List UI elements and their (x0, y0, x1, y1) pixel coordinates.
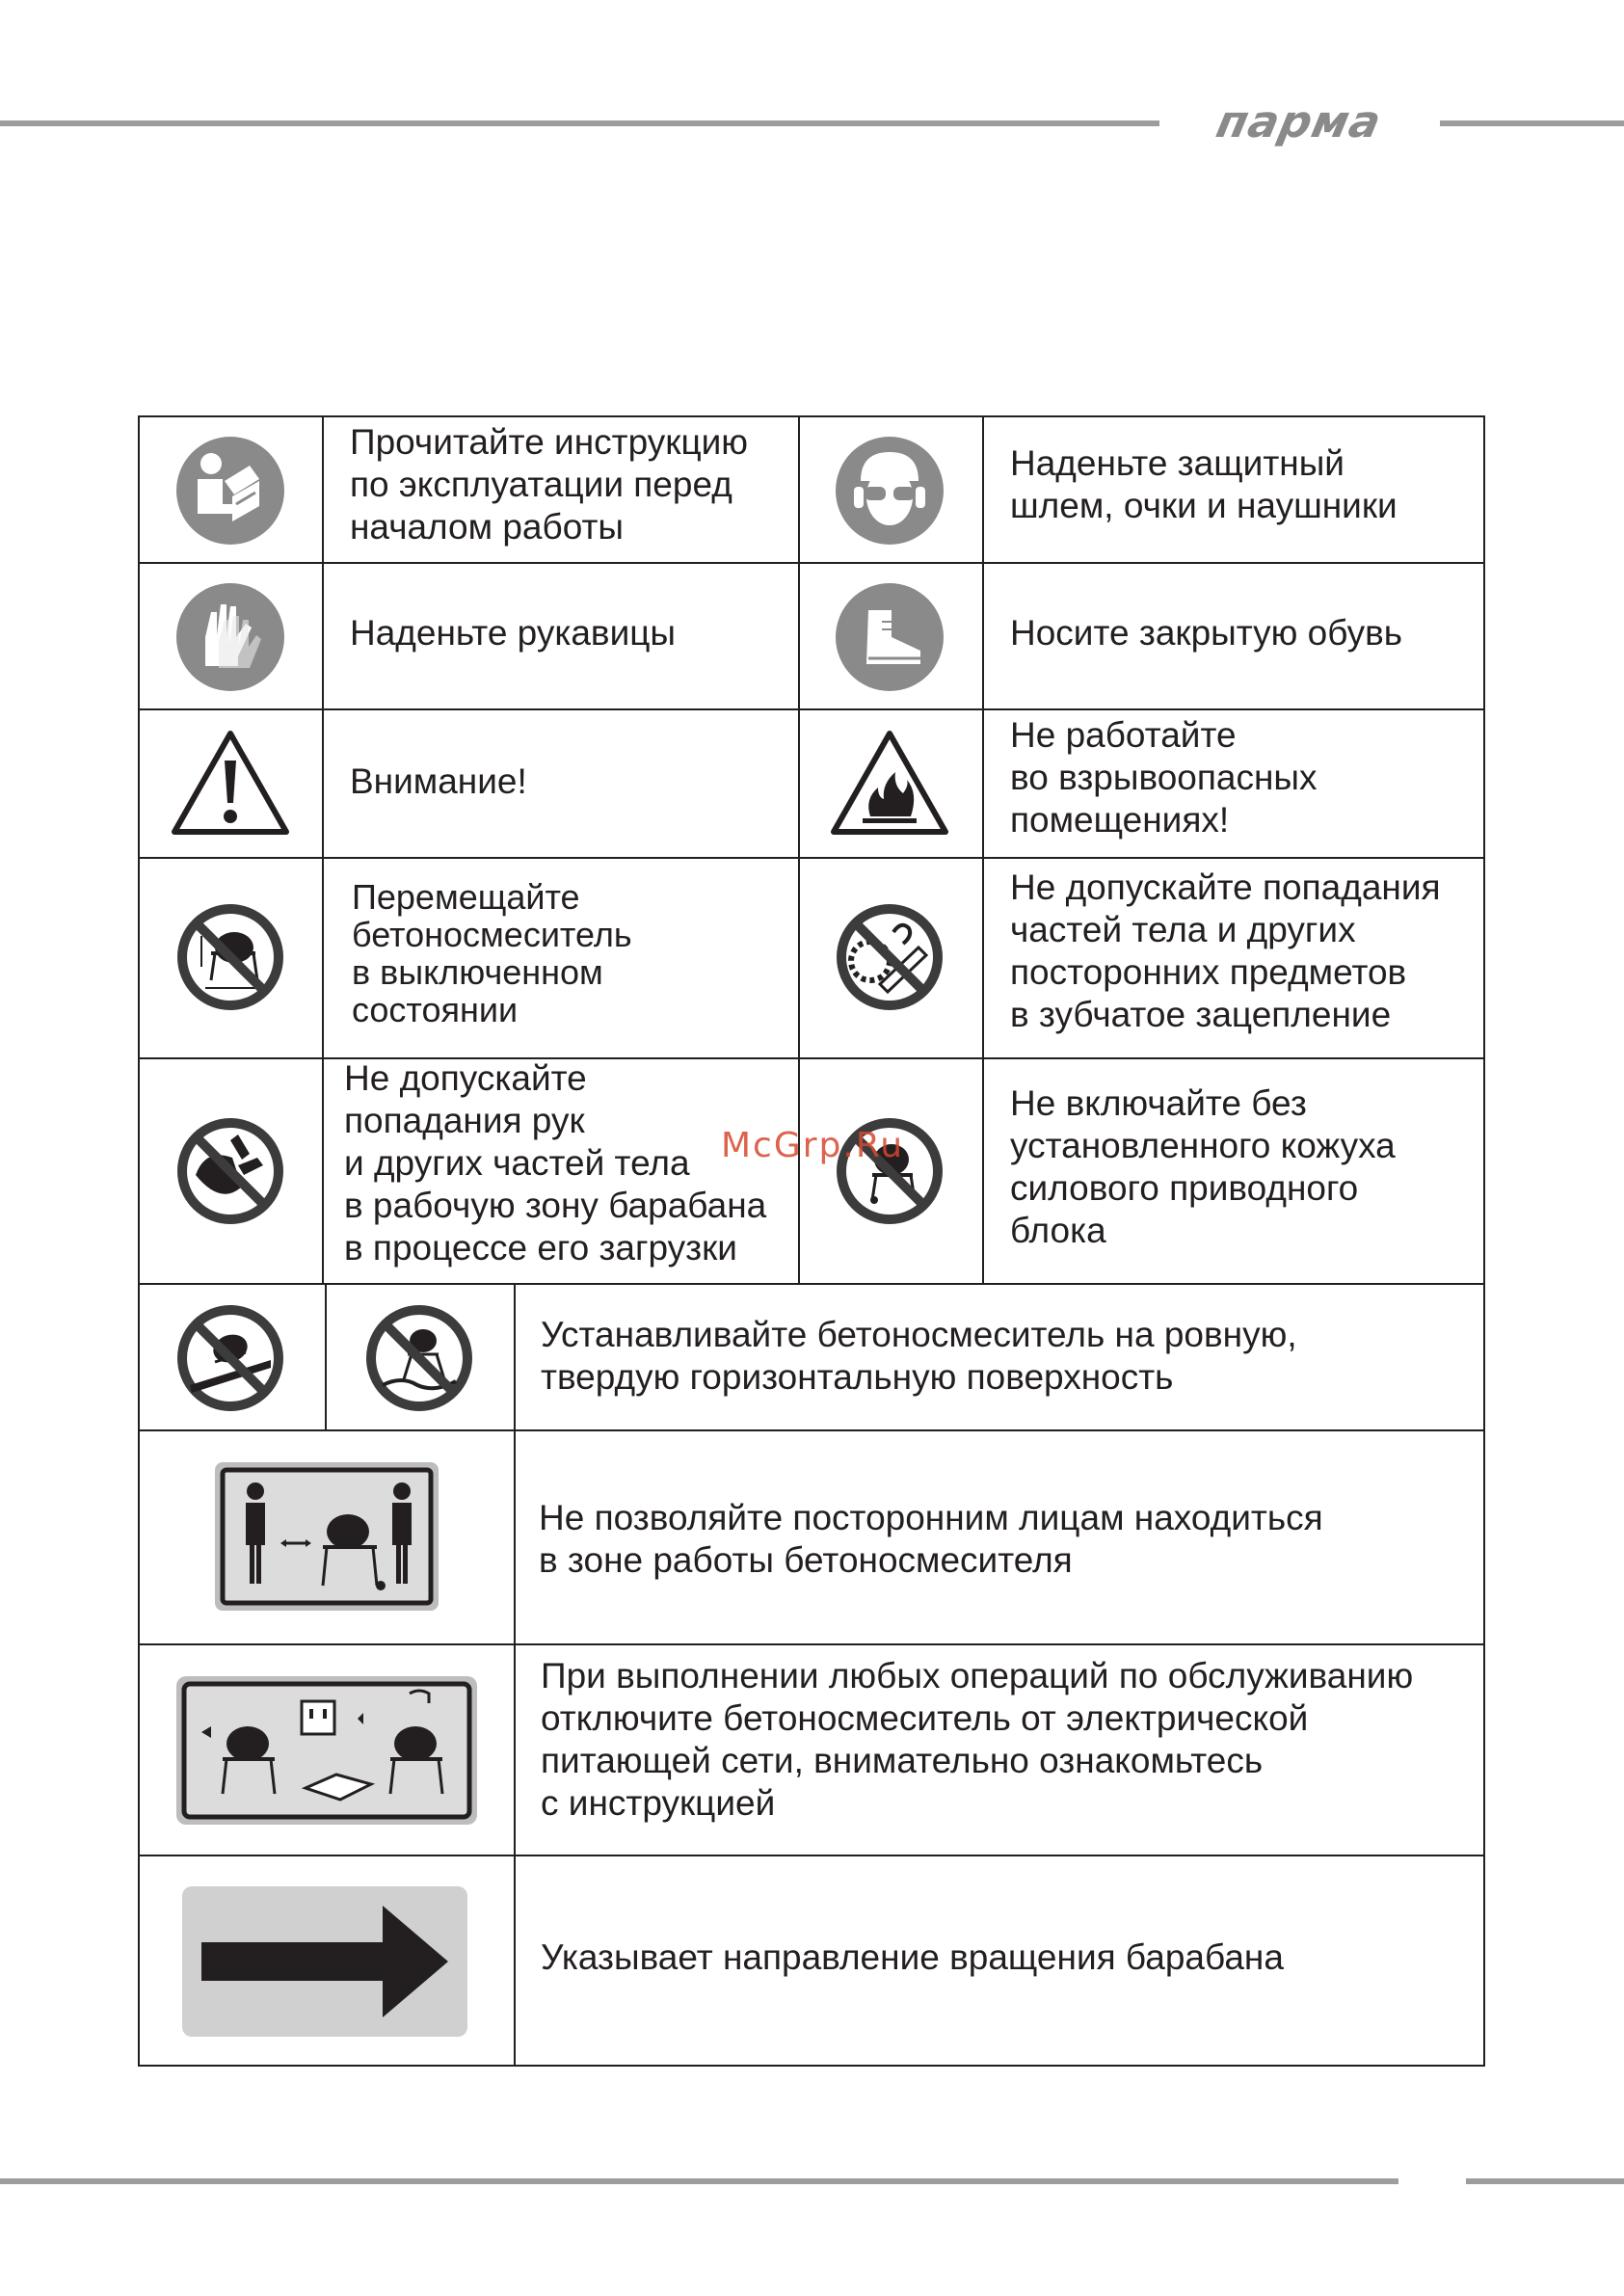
row1-left-text: Прочитайте инструкцию по эксплуатации перед началом работы (350, 422, 749, 547)
helmet-goggles-earmuffs-icon (836, 437, 944, 545)
bystanders-row-text: Не позволяйте посторонним лицам находиться в зоне работы бетоносмесителя (539, 1498, 1323, 1580)
row-divider (140, 1643, 1483, 1645)
explosion-hazard-icon (828, 728, 951, 838)
col-divider (982, 417, 984, 1283)
row3-right-text: Не работайте во взрывоопасных помещениях! (1010, 715, 1318, 840)
row5-right-text: Не включайте без установленного кожуха силового приводного блока (1010, 1083, 1396, 1250)
row-divider (140, 1057, 1483, 1059)
row-divider (140, 1855, 1483, 1856)
row2-left-text: Наденьте рукавицы (350, 613, 677, 653)
row-divider (140, 562, 1483, 564)
col-divider (514, 1283, 516, 2067)
header-rule-left (0, 120, 1159, 126)
row1-right-text: Наденьте защитный шлем, очки и наушники (1010, 443, 1398, 525)
maintenance-row-text: При выполнении любых операций по обслуживанию отключите бетоносмеситель от электрической питающей сети, внимательно ознакомьтесь с инструкцией (541, 1656, 1414, 1823)
footer-rule-right (1466, 2178, 1624, 2184)
col-divider (322, 417, 324, 1283)
watermark: McGrp.Ru (721, 1126, 905, 1165)
keep-bystanders-away-icon (213, 1460, 440, 1613)
row2-right-text: Носите закрытую обувь (1010, 613, 1403, 653)
no-moving-while-on-icon (176, 903, 284, 1011)
col-divider (325, 1283, 327, 1429)
arrow-row-text: Указывает направление вращения барабана (541, 1937, 1284, 1977)
closed-shoes-icon (836, 583, 944, 691)
read-manual-icon (176, 437, 284, 545)
row4-right-text: Не допускайте попадания частей тела и других посторонних предметов в зубчатое зацепление (1010, 868, 1441, 1034)
no-gear-contact-icon (836, 903, 944, 1011)
brand-logo: парма (1211, 95, 1387, 147)
row5-left-text: Не допускайте попадания рук и других частей тела в рабочую зону барабана в процессе его загрузки (344, 1058, 767, 1268)
row-divider (140, 1429, 1483, 1431)
level-row-text: Устанавливайте бетоносмеситель на ровную, твердую горизонтальную поверхность (541, 1315, 1297, 1397)
rotation-direction-arrow-icon (182, 1886, 467, 2037)
no-hands-in-drum-icon (176, 1117, 284, 1225)
safety-symbols-table (138, 415, 1485, 2067)
row-divider (140, 1283, 1483, 1285)
row-divider (140, 857, 1483, 859)
row3-left-text: Внимание! (350, 761, 527, 801)
gloves-icon (176, 583, 284, 691)
row4-left-text: Перемещайте бетоносмеситель в выключенном состоянии (352, 877, 632, 1029)
footer-rule-left (0, 2178, 1398, 2184)
header-rule-right (1440, 120, 1624, 126)
no-slope-icon (176, 1304, 284, 1412)
no-uneven-ground-icon (365, 1304, 473, 1412)
row-divider (140, 708, 1483, 710)
disconnect-before-service-icon (174, 1674, 479, 1827)
warning-icon (169, 728, 292, 838)
